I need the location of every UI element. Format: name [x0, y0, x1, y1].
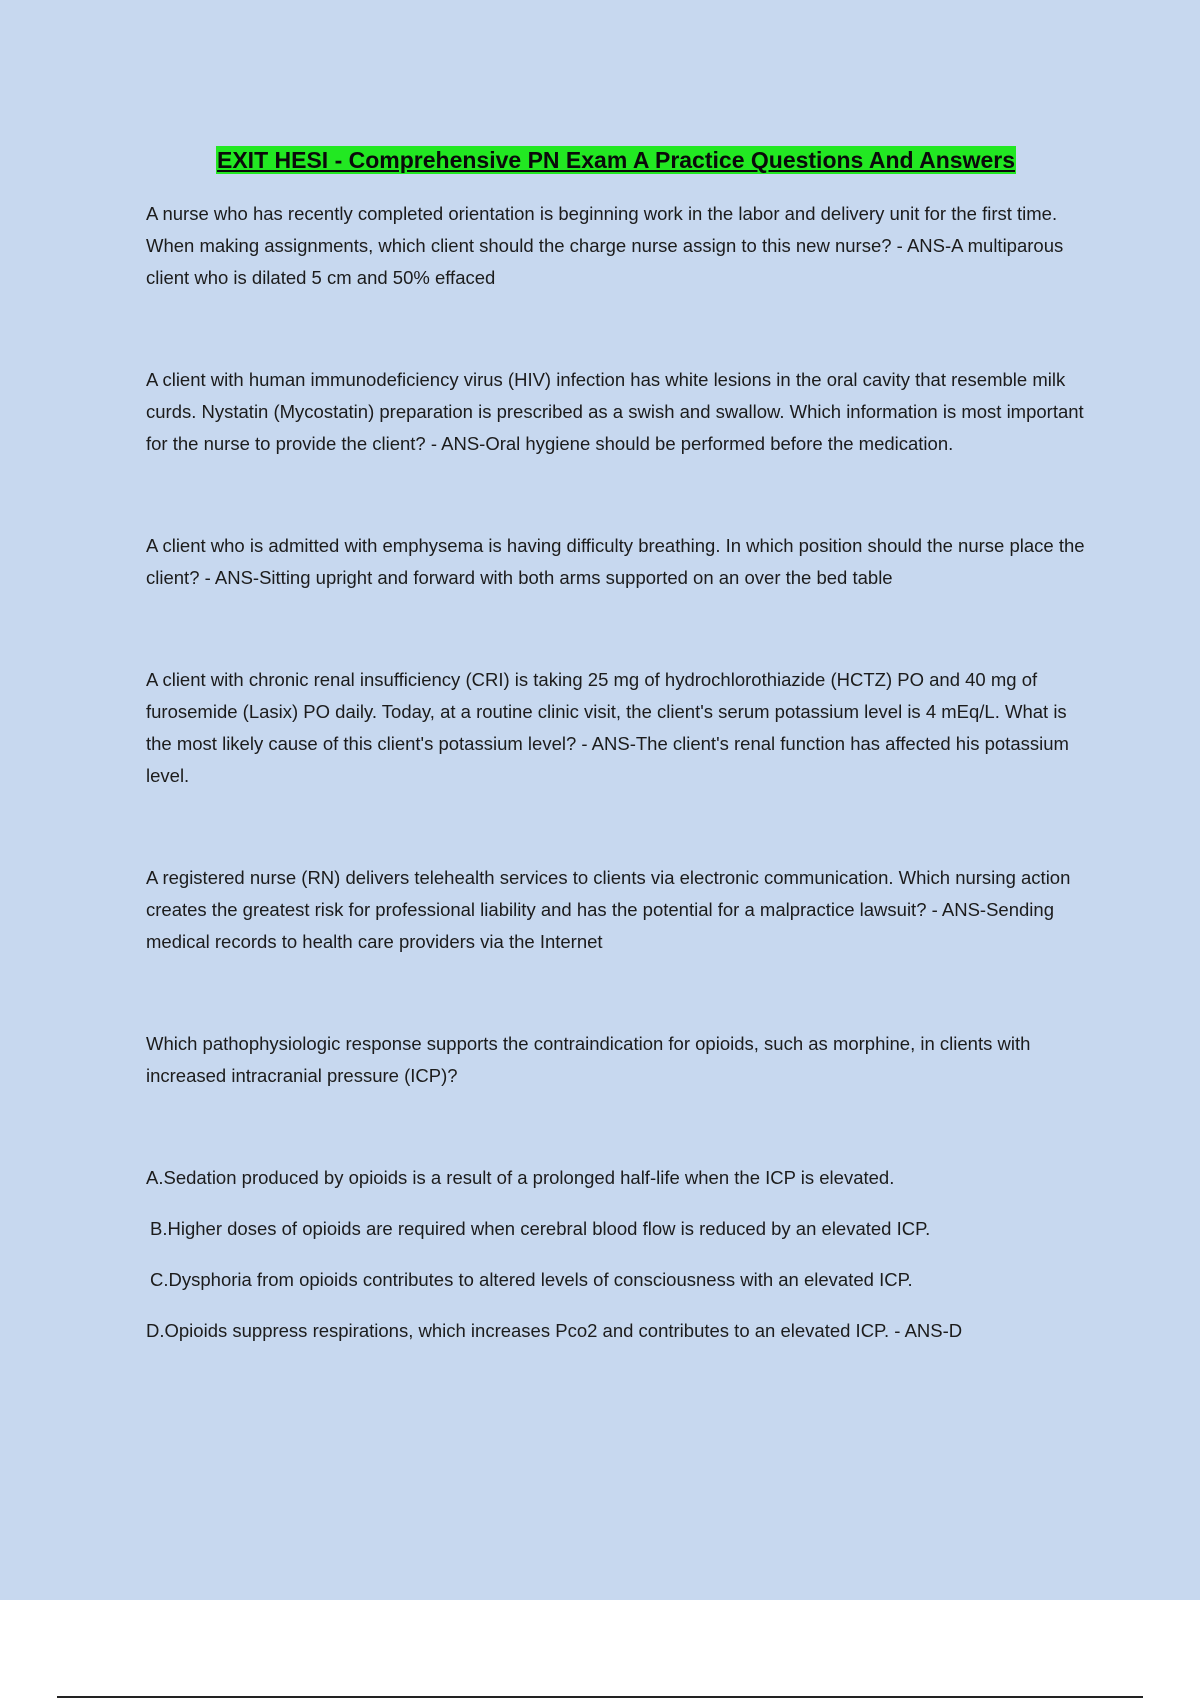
document-title: EXIT HESI - Comprehensive PN Exam A Practice Questions And Answers	[217, 147, 1015, 173]
option-a: A.Sedation produced by opioids is a result of a prolonged half-life when the ICP is elevated.	[146, 1167, 895, 1188]
title-wrap	[146, 146, 1086, 174]
spacer	[146, 1092, 1086, 1162]
document-content	[146, 146, 1086, 1366]
question-2: A client with human immunodeficiency virus (HIV) infection has white lesions in the oral cavity that resemble milk curds. Nystatin (Mycostatin) preparation is prescribed as a swish and swallow. Which information is most important for the nurse to provide the client? - ANS-Oral hygiene should be performed before the medication.	[146, 369, 1084, 454]
question-4: A client with chronic renal insufficiency (CRI) is taking 25 mg of hydrochlorothiazide (HCTZ) PO and 40 mg of furosemide (Lasix) PO daily. Today, at a routine clinic visit, the client's serum potassium level is 4 mEq/L. What is the most likely cause of this client's potassium level? - ANS-The client's renal function has affected his potassium level.	[146, 669, 1069, 786]
option-c: C.Dysphoria from opioids contributes to altered levels of consciousness with an elevated ICP.	[150, 1269, 913, 1290]
spacer	[146, 792, 1086, 862]
spacer	[146, 294, 1086, 364]
question-6: Which pathophysiologic response supports the contraindication for opioids, such as morphine, in clients with increased intracranial pressure (ICP)?	[146, 1033, 1031, 1086]
option-b: B.Higher doses of opioids are required when cerebral blood flow is reduced by an elevated ICP.	[150, 1218, 931, 1239]
question-5: A registered nurse (RN) delivers telehealth services to clients via electronic communication. Which nursing action creates the greatest risk for professional liability and has the potential for a malpractice lawsuit? - ANS-Sending medical records to health care providers via the Internet	[146, 867, 1071, 952]
option-d: D.Opioids suppress respirations, which increases Pco2 and contributes to an elevated ICP. - ANS-D	[146, 1320, 963, 1341]
question-1: A nurse who has recently completed orientation is beginning work in the labor and delivery unit for the first time. When making assignments, which client should the charge nurse assign to this new nurse? - ANS-A multiparous client who is dilated 5 cm and 50% effaced	[146, 203, 1064, 288]
footer-divider	[57, 1696, 1143, 1698]
spacer	[146, 958, 1086, 1028]
spacer	[146, 594, 1086, 664]
question-3: A client who is admitted with emphysema is having difficulty breathing. In which position should the nurse place the client? - ANS-Sitting upright and forward with both arms supported on an over the bed table	[146, 535, 1085, 588]
spacer	[146, 460, 1086, 530]
